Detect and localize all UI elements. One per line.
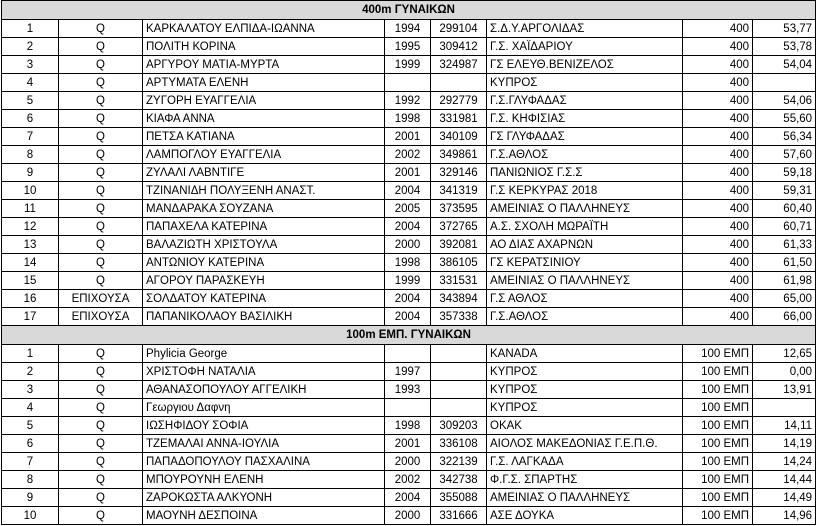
birth-year-cell: 1998	[385, 254, 431, 272]
club-cell: Γ.Σ ΑΘΛΟΣ	[487, 290, 683, 308]
time-cell: 14,44	[753, 471, 816, 489]
time-cell: 14,24	[753, 453, 816, 471]
status-cell: Q	[59, 435, 143, 453]
athlete-id-cell: 341319	[431, 182, 487, 200]
table-row	[2, 453, 816, 471]
athlete-name-cell: ΣΟΛΔΑΤΟΥ ΚΑΤΕΡΙΝΑ	[143, 290, 385, 308]
club-cell: Φ.Γ.Σ. ΣΠΑΡΤΗΣ	[487, 471, 683, 489]
rank-cell: 8	[2, 146, 59, 164]
club-cell: Α.Σ. ΣΧΟΛΗ ΜΩΡΑΪΤΗ	[487, 218, 683, 236]
time-cell: 59,18	[753, 164, 816, 182]
athlete-id-cell: 331666	[431, 507, 487, 525]
birth-year-cell: 1993	[385, 381, 431, 399]
status-cell: Q	[59, 254, 143, 272]
rank-cell: 3	[2, 381, 59, 399]
event-cell: 400	[683, 164, 753, 182]
birth-year-cell: 2000	[385, 236, 431, 254]
event-cell: 100 ΕΜΠ	[683, 489, 753, 507]
athlete-name-cell: ΠΑΠΑΝΙΚΟΛΑΟΥ ΒΑΣΙΛΙΚΗ	[143, 308, 385, 326]
athlete-name-cell: ΒΑΛΑΖΙΩΤΗ ΧΡΙΣΤΟΥΛΑ	[143, 236, 385, 254]
table-row	[2, 56, 816, 74]
athlete-id-cell: 355088	[431, 489, 487, 507]
athlete-id-cell: 331981	[431, 110, 487, 128]
athlete-id-cell	[431, 381, 487, 399]
athlete-name-cell: ΤΖΙΝΑΝΙΔΗ ΠΟΛΥΞΕΝΗ ΑΝΑΣΤ.	[143, 182, 385, 200]
event-cell: 100 ΕΜΠ	[683, 399, 753, 417]
rank-cell: 7	[2, 128, 59, 146]
rank-cell: 9	[2, 164, 59, 182]
table-row	[2, 381, 816, 399]
birth-year-cell: 2002	[385, 146, 431, 164]
event-cell: 400	[683, 110, 753, 128]
table-row	[2, 128, 816, 146]
table-row	[2, 110, 816, 128]
athlete-id-cell: 372765	[431, 218, 487, 236]
table-row	[2, 20, 816, 38]
birth-year-cell: 2000	[385, 507, 431, 525]
club-cell: ΑΜΕΙΝΙΑΣ Ο ΠΑΛΛΗΝΕΥΣ	[487, 272, 683, 290]
rank-cell: 4	[2, 399, 59, 417]
status-cell: Q	[59, 38, 143, 56]
athlete-name-cell: ΙΩΣΗΦΙΔΟΥ ΣΟΦΙΑ	[143, 417, 385, 435]
rank-cell: 10	[2, 182, 59, 200]
event-cell: 100 ΕΜΠ	[683, 345, 753, 363]
athlete-name-cell: ΖΥΓΟΡΗ ΕΥΑΓΓΕΛΙΑ	[143, 92, 385, 110]
status-cell: Q	[59, 128, 143, 146]
rank-cell: 7	[2, 453, 59, 471]
rank-cell: 6	[2, 110, 59, 128]
time-cell: 59,31	[753, 182, 816, 200]
birth-year-cell: 1995	[385, 38, 431, 56]
status-cell: Q	[59, 56, 143, 74]
time-cell	[753, 399, 816, 417]
athlete-id-cell	[431, 363, 487, 381]
table-row	[2, 200, 816, 218]
athlete-id-cell: 340109	[431, 128, 487, 146]
club-cell: Γ.Σ.ΓΛΥΦΑΔΑΣ	[487, 92, 683, 110]
athlete-name-cell: Phylicia George	[143, 345, 385, 363]
time-cell: 14,96	[753, 507, 816, 525]
status-cell: Q	[59, 272, 143, 290]
event-cell: 400	[683, 200, 753, 218]
time-cell	[753, 74, 816, 92]
time-cell: 54,06	[753, 92, 816, 110]
club-cell: ΚΥΠΡΟΣ	[487, 74, 683, 92]
athlete-name-cell: ΚΑΡΚΑΛΑΤΟΥ ΕΛΠΙΔΑ-ΙΩΑΝΝΑ	[143, 20, 385, 38]
event-cell: 400	[683, 236, 753, 254]
status-cell: Q	[59, 110, 143, 128]
athlete-name-cell: ΑΘΑΝΑΣΟΠΟΥΛΟΥ ΑΓΓΕΛΙΚΗ	[143, 381, 385, 399]
athlete-name-cell: ΑΡΓΥΡΟΥ ΜΑΤΙΑ-ΜΥΡΤΑ	[143, 56, 385, 74]
time-cell: 56,34	[753, 128, 816, 146]
athlete-id-cell: 357338	[431, 308, 487, 326]
club-cell: ΓΣ ΓΛΥΦΑΔΑΣ	[487, 128, 683, 146]
event-cell: 400	[683, 146, 753, 164]
table-row	[2, 417, 816, 435]
time-cell: 60,71	[753, 218, 816, 236]
time-cell: 65,00	[753, 290, 816, 308]
time-cell: 57,60	[753, 146, 816, 164]
event-cell: 400	[683, 74, 753, 92]
table-row	[2, 363, 816, 381]
event-cell: 400	[683, 218, 753, 236]
rank-cell: 13	[2, 236, 59, 254]
birth-year-cell: 1999	[385, 56, 431, 74]
time-cell: 14,49	[753, 489, 816, 507]
time-cell: 61,50	[753, 254, 816, 272]
athlete-id-cell: 349861	[431, 146, 487, 164]
time-cell: 0,00	[753, 363, 816, 381]
athlete-name-cell: ΑΓΟΡΟΥ ΠΑΡΑΣΚΕΥΗ	[143, 272, 385, 290]
rank-cell: 4	[2, 74, 59, 92]
rank-cell: 14	[2, 254, 59, 272]
club-cell: ΑΣΕ ΔΟΥΚΑ	[487, 507, 683, 525]
rank-cell: 9	[2, 489, 59, 507]
athlete-id-cell: 373595	[431, 200, 487, 218]
athlete-name-cell: ΧΡΙΣΤΟΦΗ ΝΑΤΑΛΙΑ	[143, 363, 385, 381]
table-row	[2, 164, 816, 182]
club-cell: Γ.Σ. ΛΑΓΚΑΔΑ	[487, 453, 683, 471]
status-cell: Q	[59, 236, 143, 254]
athlete-id-cell: 309412	[431, 38, 487, 56]
club-cell: ΑΟ ΔΙΑΣ ΑΧΑΡΝΩΝ	[487, 236, 683, 254]
birth-year-cell: 1999	[385, 272, 431, 290]
club-cell: Γ.Σ. ΚΗΦΙΣΙΑΣ	[487, 110, 683, 128]
rank-cell: 2	[2, 363, 59, 381]
athlete-id-cell: 292779	[431, 92, 487, 110]
event-cell: 100 ΕΜΠ	[683, 435, 753, 453]
event-cell: 400	[683, 182, 753, 200]
table-row	[2, 345, 816, 363]
birth-year-cell: 2004	[385, 489, 431, 507]
athlete-id-cell: 386105	[431, 254, 487, 272]
event-cell: 400	[683, 290, 753, 308]
club-cell: ΑΜΕΙΝΙΑΣ Ο ΠΑΛΛΗΝΕΥΣ	[487, 200, 683, 218]
athlete-name-cell: ΑΡΤΥΜΑΤΑ ΕΛΕΝΗ	[143, 74, 385, 92]
birth-year-cell: 1992	[385, 92, 431, 110]
status-cell: Q	[59, 453, 143, 471]
athlete-id-cell: 342738	[431, 471, 487, 489]
club-cell: ΓΣ ΚΕΡΑΤΣΙΝΙΟΥ	[487, 254, 683, 272]
athlete-name-cell: ΜΑΟΥΝΗ ΔΕΣΠΟΙΝΑ	[143, 507, 385, 525]
section-header-row	[2, 1, 816, 20]
athlete-name-cell: ΖΑΡΟΚΩΣΤΑ ΑΛΚΥΟΝΗ	[143, 489, 385, 507]
time-cell: 53,78	[753, 38, 816, 56]
rank-cell: 6	[2, 435, 59, 453]
table-row	[2, 38, 816, 56]
athlete-id-cell: 322139	[431, 453, 487, 471]
athlete-id-cell: 336108	[431, 435, 487, 453]
event-cell: 100 ΕΜΠ	[683, 417, 753, 435]
results-table	[1, 0, 816, 525]
table-row	[2, 308, 816, 326]
athlete-id-cell: 309203	[431, 417, 487, 435]
athlete-id-cell: 392081	[431, 236, 487, 254]
status-cell: ΕΠΙΧΟΥΣΑ	[59, 290, 143, 308]
time-cell: 60,40	[753, 200, 816, 218]
athlete-id-cell: 331531	[431, 272, 487, 290]
status-cell: Q	[59, 345, 143, 363]
time-cell: 14,19	[753, 435, 816, 453]
athlete-id-cell: 299104	[431, 20, 487, 38]
status-cell: Q	[59, 381, 143, 399]
club-cell: ΠΑΝΙΩΝΙΟΣ Γ.Σ.Σ	[487, 164, 683, 182]
rank-cell: 16	[2, 290, 59, 308]
event-cell: 400	[683, 272, 753, 290]
athlete-name-cell: ΑΝΤΩΝΙΟΥ ΚΑΤΕΡΙΝΑ	[143, 254, 385, 272]
rank-cell: 11	[2, 200, 59, 218]
status-cell: Q	[59, 471, 143, 489]
athlete-name-cell: ΠΑΠΑΧΕΛΑ ΚΑΤΕΡΙΝΑ	[143, 218, 385, 236]
time-cell: 55,60	[753, 110, 816, 128]
club-cell: ΓΣ ΕΛΕΥΘ.ΒΕΝΙΖΕΛΟΣ	[487, 56, 683, 74]
club-cell: ΚΥΠΡΟΣ	[487, 399, 683, 417]
status-cell: Q	[59, 92, 143, 110]
status-cell: Q	[59, 146, 143, 164]
club-cell: ΑΜΕΙΝΙΑΣ Ο ΠΑΛΛΗΝΕΥΣ	[487, 489, 683, 507]
athlete-name-cell: Γεωργιου Δαφνη	[143, 399, 385, 417]
rank-cell: 17	[2, 308, 59, 326]
athlete-name-cell: ΠΑΠΑΔΟΠΟΥΛΟΥ ΠΑΣΧΑΛΙΝΑ	[143, 453, 385, 471]
rank-cell: 8	[2, 471, 59, 489]
table-row	[2, 399, 816, 417]
status-cell: Q	[59, 507, 143, 525]
club-cell: Γ.Σ. ΧΑΪΔΑΡΙΟΥ	[487, 38, 683, 56]
status-cell: Q	[59, 399, 143, 417]
athlete-name-cell: ΤΖΕΜΑΛΑΙ ΑΝΝΑ-ΙΟΥΛΙΑ	[143, 435, 385, 453]
table-row	[2, 489, 816, 507]
birth-year-cell	[385, 345, 431, 363]
time-cell: 61,33	[753, 236, 816, 254]
table-row	[2, 236, 816, 254]
table-row	[2, 182, 816, 200]
birth-year-cell: 2002	[385, 471, 431, 489]
event-cell: 400	[683, 20, 753, 38]
athlete-name-cell: ΚΙΑΦΑ ΑΝΝΑ	[143, 110, 385, 128]
birth-year-cell: 2001	[385, 128, 431, 146]
club-cell: Σ.Δ.Υ.ΑΡΓΟΛΙΔΑΣ	[487, 20, 683, 38]
rank-cell: 5	[2, 417, 59, 435]
time-cell: 61,98	[753, 272, 816, 290]
event-cell: 400	[683, 38, 753, 56]
time-cell: 14,11	[753, 417, 816, 435]
time-cell: 66,00	[753, 308, 816, 326]
time-cell: 53,77	[753, 20, 816, 38]
section-header-row	[2, 326, 816, 345]
birth-year-cell: 2004	[385, 218, 431, 236]
rank-cell: 1	[2, 20, 59, 38]
status-cell: Q	[59, 417, 143, 435]
birth-year-cell: 1997	[385, 363, 431, 381]
athlete-id-cell	[431, 74, 487, 92]
athlete-id-cell: 343894	[431, 290, 487, 308]
table-row	[2, 272, 816, 290]
birth-year-cell	[385, 399, 431, 417]
rank-cell: 5	[2, 92, 59, 110]
event-cell: 100 ΕΜΠ	[683, 363, 753, 381]
club-cell: KANADA	[487, 345, 683, 363]
club-cell: Γ.Σ.ΑΘΛΟΣ	[487, 146, 683, 164]
table-row	[2, 74, 816, 92]
table-row	[2, 435, 816, 453]
event-cell: 100 ΕΜΠ	[683, 507, 753, 525]
athlete-id-cell	[431, 345, 487, 363]
event-cell: 100 ΕΜΠ	[683, 471, 753, 489]
athlete-id-cell: 329146	[431, 164, 487, 182]
athlete-name-cell: ΛΑΜΠΟΓΛΟΥ ΕΥΑΓΓΕΛΙΑ	[143, 146, 385, 164]
status-cell: Q	[59, 182, 143, 200]
table-row	[2, 507, 816, 525]
rank-cell: 2	[2, 38, 59, 56]
event-cell: 100 ΕΜΠ	[683, 381, 753, 399]
birth-year-cell: 2004	[385, 290, 431, 308]
section-title: 400m ΓΥΝΑΙΚΩΝ	[2, 1, 816, 20]
rank-cell: 3	[2, 56, 59, 74]
table-row	[2, 290, 816, 308]
status-cell: Q	[59, 20, 143, 38]
club-cell: ΚΥΠΡΟΣ	[487, 363, 683, 381]
time-cell: 12,65	[753, 345, 816, 363]
table-row	[2, 471, 816, 489]
club-cell: ΟΚΑΚ	[487, 417, 683, 435]
birth-year-cell: 1994	[385, 20, 431, 38]
rank-cell: 15	[2, 272, 59, 290]
athlete-name-cell: ΠΟΛΙΤΗ ΚΟΡΙΝΑ	[143, 38, 385, 56]
event-cell: 400	[683, 254, 753, 272]
table-row	[2, 146, 816, 164]
birth-year-cell: 2000	[385, 453, 431, 471]
event-cell: 400	[683, 92, 753, 110]
status-cell: Q	[59, 218, 143, 236]
table-row	[2, 254, 816, 272]
athlete-id-cell	[431, 399, 487, 417]
time-cell: 13,91	[753, 381, 816, 399]
athlete-name-cell: ΖΥΛΑΛΙ ΛΑΒΝΤΙΓΕ	[143, 164, 385, 182]
table-row	[2, 218, 816, 236]
athlete-name-cell: ΜΠΟΥΡΟΥΝΗ ΕΛΕΝΗ	[143, 471, 385, 489]
event-cell: 400	[683, 128, 753, 146]
athlete-id-cell: 324987	[431, 56, 487, 74]
athlete-name-cell: ΜΑΝΔΑΡΑΚΑ ΣΟΥΖΑΝΑ	[143, 200, 385, 218]
status-cell: Q	[59, 489, 143, 507]
birth-year-cell: 2001	[385, 164, 431, 182]
athlete-name-cell: ΠΕΤΣΑ ΚΑΤΙΑΝΑ	[143, 128, 385, 146]
status-cell: ΕΠΙΧΟΥΣΑ	[59, 308, 143, 326]
event-cell: 400	[683, 56, 753, 74]
club-cell: Γ.Σ ΚΕΡΚΥΡΑΣ 2018	[487, 182, 683, 200]
section-title: 100m ΕΜΠ. ΓΥΝΑΙΚΩΝ	[2, 326, 816, 345]
event-cell: 100 ΕΜΠ	[683, 453, 753, 471]
birth-year-cell: 2001	[385, 435, 431, 453]
results-body	[2, 1, 816, 525]
table-row	[2, 92, 816, 110]
birth-year-cell: 1998	[385, 110, 431, 128]
birth-year-cell	[385, 74, 431, 92]
rank-cell: 10	[2, 507, 59, 525]
club-cell: ΚΥΠΡΟΣ	[487, 381, 683, 399]
birth-year-cell: 2004	[385, 308, 431, 326]
birth-year-cell: 2004	[385, 182, 431, 200]
birth-year-cell: 1998	[385, 417, 431, 435]
club-cell: ΑΙΟΛΟΣ ΜΑΚΕΔΟΝΙΑΣ Γ.Ε.Π.Θ.	[487, 435, 683, 453]
status-cell: Q	[59, 164, 143, 182]
time-cell: 54,04	[753, 56, 816, 74]
rank-cell: 1	[2, 345, 59, 363]
event-cell: 400	[683, 308, 753, 326]
status-cell: Q	[59, 363, 143, 381]
status-cell: Q	[59, 200, 143, 218]
status-cell: Q	[59, 74, 143, 92]
birth-year-cell: 2005	[385, 200, 431, 218]
rank-cell: 12	[2, 218, 59, 236]
club-cell: Γ.Σ.ΑΘΛΟΣ	[487, 308, 683, 326]
